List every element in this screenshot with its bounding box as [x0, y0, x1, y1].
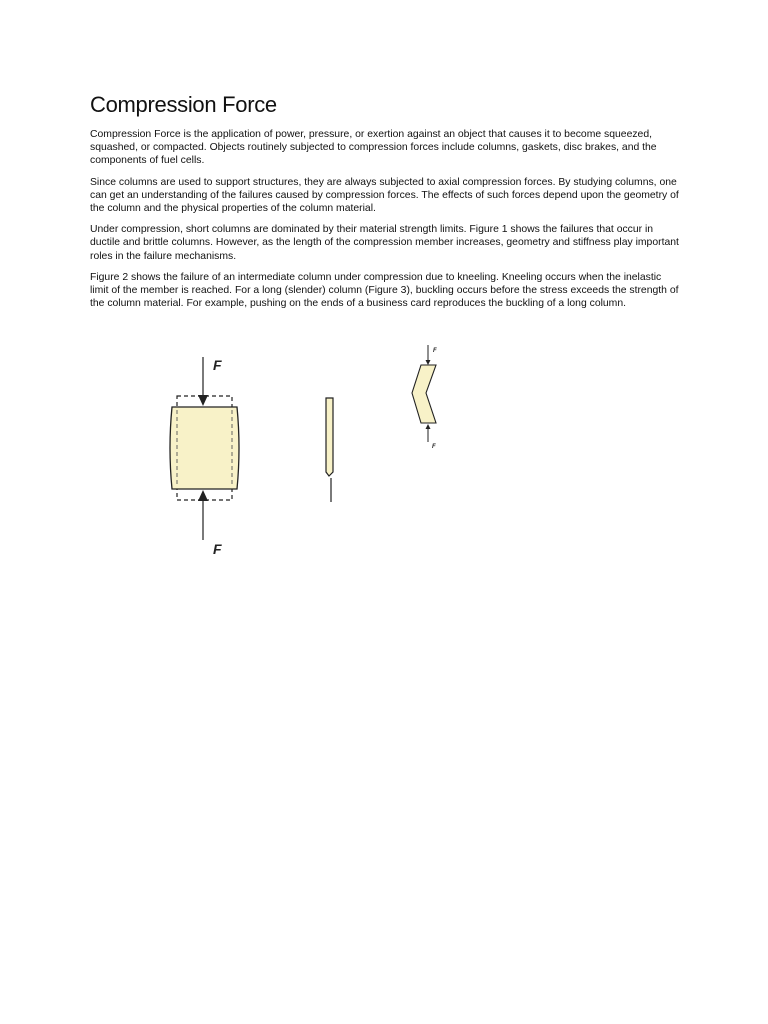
- small-force-label-bottom: F: [432, 444, 436, 450]
- force-arrowhead-top: [198, 395, 208, 406]
- page-title: Compression Force: [90, 92, 277, 117]
- buckled-column: [412, 365, 436, 423]
- bulged-column: [170, 407, 239, 489]
- small-force-arrowhead-bottom: [426, 424, 431, 429]
- figure-2-intermediate-column: [326, 398, 333, 502]
- intermediate-column: [326, 398, 333, 476]
- paragraph-intro: Compression Force is the application of power, pressure, or exertion against an object that causes it to become squeezed, squashed, or compacted. Objects routinely subjected to compression forces include columns, gaskets, disc brakes, and the components of fuel cells.: [90, 129, 657, 167]
- force-arrowhead-bottom: [198, 490, 208, 501]
- small-force-arrowhead-top: [426, 360, 431, 365]
- figure-3-long-column: [412, 345, 437, 450]
- paragraph-kneeling-buckling: Figure 2 shows the failure of an intermediate column under compression due to kneeling. Kneeling occurs when the inelastic limit of the member is reached. For a long (slender) column (Figure 3), buckling occurs before the stress exceeds the strength of the column material. For example, pushing on the ends of a business card reproduces the buckling of a long column.: [90, 271, 679, 310]
- paragraph-columns: Since columns are used to support structures, they are always subjected to axial compression forces. By studying columns, one can get an understanding of the failures caused by compression forces. The effects of such forces depend upon the geometry of the column and the physical properties of the column material.: [90, 176, 679, 215]
- force-label-bottom: F: [213, 541, 222, 557]
- figure-1-short-column: [170, 357, 239, 557]
- force-label-top: F: [213, 357, 222, 373]
- small-force-label-top: F: [433, 348, 437, 354]
- paragraph-short-columns: Under compression, short columns are dominated by their material strength limits. Figure 1 shows the failures that occur in ductile and brittle columns. However, as the length of the compression member increases, geometry and stiffness play important roles in the failure mechanisms.: [90, 224, 679, 262]
